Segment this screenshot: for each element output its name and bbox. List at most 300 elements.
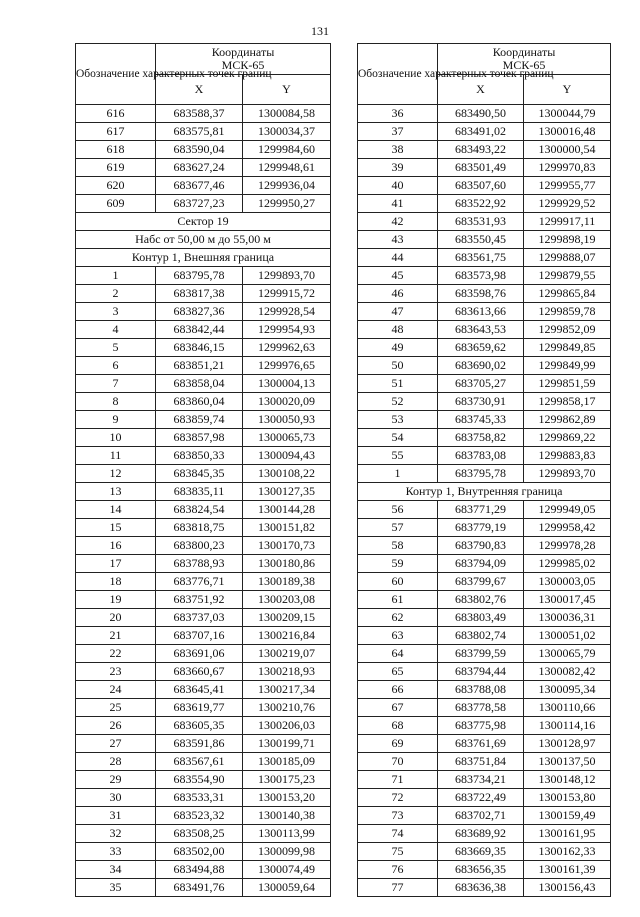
point-number: 65 [358, 663, 438, 681]
table-row [358, 879, 611, 897]
point-number: 30 [76, 789, 156, 807]
y-coordinate: 1300099,98 [243, 843, 331, 861]
x-coordinate: 683501,49 [438, 159, 524, 177]
table-row [358, 411, 611, 429]
x-coordinate: 683817,38 [156, 285, 243, 303]
y-coordinate: 1299976,65 [243, 357, 331, 375]
x-coordinate: 683508,25 [156, 825, 243, 843]
point-number: 53 [358, 411, 438, 429]
y-coordinate: 1299851,59 [524, 375, 611, 393]
y-coordinate: 1300162,33 [524, 843, 611, 861]
y-coordinate: 1300020,09 [243, 393, 331, 411]
x-coordinate: 683734,21 [438, 771, 524, 789]
y-coordinate: 1299962,63 [243, 339, 331, 357]
point-number: 67 [358, 699, 438, 717]
y-coordinate: 1300170,73 [243, 537, 331, 555]
table-row [358, 555, 611, 573]
x-coordinate: 683531,93 [438, 213, 524, 231]
point-number: 44 [358, 249, 438, 267]
table-row [76, 717, 331, 735]
x-coordinate: 683802,74 [438, 627, 524, 645]
x-coordinate: 683751,84 [438, 753, 524, 771]
y-coordinate: 1300218,93 [243, 663, 331, 681]
y-coordinate: 1300082,42 [524, 663, 611, 681]
x-coordinate: 683689,92 [438, 825, 524, 843]
table-row [76, 411, 331, 429]
point-number: 36 [358, 105, 438, 123]
x-coordinate: 683619,77 [156, 699, 243, 717]
y-coordinate: 1300034,37 [243, 123, 331, 141]
table-row [76, 303, 331, 321]
table-row [358, 663, 611, 681]
point-number: 62 [358, 609, 438, 627]
x-coordinate: 683758,82 [438, 429, 524, 447]
point-number: 60 [358, 573, 438, 591]
table-row [76, 825, 331, 843]
point-number: 48 [358, 321, 438, 339]
y-coordinate: 1300161,95 [524, 825, 611, 843]
x-coordinate: 683575,81 [156, 123, 243, 141]
x-coordinate: 683591,86 [156, 735, 243, 753]
y-coordinate: 1300094,43 [243, 447, 331, 465]
x-coordinate: 683818,75 [156, 519, 243, 537]
table-row [76, 555, 331, 573]
table-row [358, 753, 611, 771]
x-header: X [156, 75, 243, 105]
x-coordinate: 683691,06 [156, 645, 243, 663]
y-coordinate: 1300209,15 [243, 609, 331, 627]
point-number: 45 [358, 267, 438, 285]
table-row [358, 339, 611, 357]
point-number: 616 [76, 105, 156, 123]
x-coordinate: 683507,60 [438, 177, 524, 195]
point-number: 38 [358, 141, 438, 159]
table-row [358, 447, 611, 465]
y-coordinate: 1299929,52 [524, 195, 611, 213]
table-row [358, 195, 611, 213]
x-coordinate: 683846,15 [156, 339, 243, 357]
table-row [76, 285, 331, 303]
y-coordinate: 1299865,84 [524, 285, 611, 303]
point-number: 39 [358, 159, 438, 177]
point-number: 1 [358, 465, 438, 483]
point-number: 69 [358, 735, 438, 753]
table-row [76, 627, 331, 645]
point-number: 13 [76, 483, 156, 501]
x-coordinate: 683778,58 [438, 699, 524, 717]
point-number: 58 [358, 537, 438, 555]
point-number: 50 [358, 357, 438, 375]
point-number: 68 [358, 717, 438, 735]
y-coordinate: 1300206,03 [243, 717, 331, 735]
table-row [76, 159, 331, 177]
point-number: 12 [76, 465, 156, 483]
table-row [358, 825, 611, 843]
point-number: 16 [76, 537, 156, 555]
y-coordinate: 1300153,20 [243, 789, 331, 807]
table-row [76, 807, 331, 825]
y-coordinate: 1299949,05 [524, 501, 611, 519]
table-row [358, 141, 611, 159]
point-number: 51 [358, 375, 438, 393]
table-row [358, 771, 611, 789]
y-coordinate: 1299970,83 [524, 159, 611, 177]
x-coordinate: 683788,08 [438, 681, 524, 699]
height-range: Набс от 50,00 м до 55,00 м [76, 231, 331, 249]
x-coordinate: 683788,93 [156, 555, 243, 573]
table-row [76, 375, 331, 393]
table-row [76, 681, 331, 699]
x-coordinate: 683737,03 [156, 609, 243, 627]
y-coordinate: 1300151,82 [243, 519, 331, 537]
table-row [358, 537, 611, 555]
y-coordinate: 1300044,79 [524, 105, 611, 123]
point-number: 19 [76, 591, 156, 609]
table-row [76, 339, 331, 357]
point-number: 1 [76, 267, 156, 285]
table-row [76, 609, 331, 627]
point-number: 28 [76, 753, 156, 771]
x-coordinate: 683590,04 [156, 141, 243, 159]
x-coordinate: 683859,74 [156, 411, 243, 429]
coords-system: МСК-65 [502, 58, 546, 72]
table-row [358, 465, 611, 483]
y-coordinate: 1300110,66 [524, 699, 611, 717]
y-coordinate: 1299879,55 [524, 267, 611, 285]
x-coordinate: 683550,45 [438, 231, 524, 249]
table-row [358, 717, 611, 735]
point-number: 75 [358, 843, 438, 861]
point-number: 40 [358, 177, 438, 195]
point-number: 77 [358, 879, 438, 897]
y-coordinate: 1300059,64 [243, 879, 331, 897]
point-number: 37 [358, 123, 438, 141]
table-row [76, 141, 331, 159]
y-coordinate: 1299936,04 [243, 177, 331, 195]
point-number: 72 [358, 789, 438, 807]
y-coordinate: 1299948,61 [243, 159, 331, 177]
table-row [76, 879, 331, 897]
point-number: 3 [76, 303, 156, 321]
y-coordinate: 1300003,05 [524, 573, 611, 591]
x-coordinate: 683790,83 [438, 537, 524, 555]
y-coordinate: 1300153,80 [524, 789, 611, 807]
y-coordinate: 1299888,07 [524, 249, 611, 267]
table-row [358, 591, 611, 609]
point-number: 14 [76, 501, 156, 519]
table-row [358, 249, 611, 267]
y-coordinate: 1300050,93 [243, 411, 331, 429]
point-number: 55 [358, 447, 438, 465]
point-number: 15 [76, 519, 156, 537]
y-coordinate: 1299954,93 [243, 321, 331, 339]
x-coordinate: 683851,21 [156, 357, 243, 375]
x-coordinate: 683490,50 [438, 105, 524, 123]
table-row [76, 699, 331, 717]
point-number: 620 [76, 177, 156, 195]
x-coordinate: 683660,67 [156, 663, 243, 681]
x-coordinate: 683794,44 [438, 663, 524, 681]
table-row [76, 753, 331, 771]
point-number: 56 [358, 501, 438, 519]
x-coordinate: 683783,08 [438, 447, 524, 465]
y-coordinate: 1299852,09 [524, 321, 611, 339]
point-number: 64 [358, 645, 438, 663]
sector-title: Сектор 19 [76, 213, 331, 231]
x-coordinate: 683491,76 [156, 879, 243, 897]
table-row [358, 375, 611, 393]
x-coordinate: 683598,76 [438, 285, 524, 303]
point-number: 5 [76, 339, 156, 357]
point-number: 27 [76, 735, 156, 753]
y-coordinate: 1300175,23 [243, 771, 331, 789]
table-row [358, 357, 611, 375]
y-coordinate: 1300219,07 [243, 645, 331, 663]
y-coordinate: 1299858,17 [524, 393, 611, 411]
y-coordinate: 1300156,43 [524, 879, 611, 897]
point-number: 52 [358, 393, 438, 411]
point-number: 47 [358, 303, 438, 321]
point-number: 6 [76, 357, 156, 375]
table-row [358, 519, 611, 537]
x-coordinate: 683605,35 [156, 717, 243, 735]
x-coordinate: 683522,92 [438, 195, 524, 213]
x-coordinate: 683771,29 [438, 501, 524, 519]
table-row [76, 645, 331, 663]
y-coordinate: 1299849,85 [524, 339, 611, 357]
table-row [76, 393, 331, 411]
coords-system: МСК-65 [221, 58, 265, 72]
x-coordinate: 683824,54 [156, 501, 243, 519]
y-coordinate: 1300017,45 [524, 591, 611, 609]
x-coordinate: 683751,92 [156, 591, 243, 609]
contour-inner-title: Контур 1, Внутренняя граница [358, 483, 611, 501]
table-row [76, 537, 331, 555]
table-row [76, 861, 331, 879]
point-number: 7 [76, 375, 156, 393]
table-row [358, 843, 611, 861]
point-number: 32 [76, 825, 156, 843]
coordinates-table-right [357, 43, 611, 897]
point-number: 23 [76, 663, 156, 681]
point-number: 59 [358, 555, 438, 573]
y-coordinate: 1300016,48 [524, 123, 611, 141]
y-coordinate: 1299898,19 [524, 231, 611, 249]
y-coordinate: 1300159,49 [524, 807, 611, 825]
table-row [76, 501, 331, 519]
y-coordinate: 1299915,72 [243, 285, 331, 303]
point-number: 20 [76, 609, 156, 627]
table-row [76, 105, 331, 123]
point-number: 618 [76, 141, 156, 159]
y-coordinate: 1300217,34 [243, 681, 331, 699]
x-coordinate: 683835,11 [156, 483, 243, 501]
table-row [358, 429, 611, 447]
x-coordinate: 683493,22 [438, 141, 524, 159]
y-coordinate: 1300108,22 [243, 465, 331, 483]
y-coordinate: 1300203,08 [243, 591, 331, 609]
table-row [358, 861, 611, 879]
table-row [76, 429, 331, 447]
y-coordinate: 1300084,58 [243, 105, 331, 123]
y-coordinate: 1300144,28 [243, 501, 331, 519]
point-number: 74 [358, 825, 438, 843]
x-coordinate: 683795,78 [156, 267, 243, 285]
y-coordinate: 1299955,77 [524, 177, 611, 195]
y-coordinate: 1299859,78 [524, 303, 611, 321]
point-number: 71 [358, 771, 438, 789]
point-number: 17 [76, 555, 156, 573]
y-coordinate: 1299917,11 [524, 213, 611, 231]
table-row [76, 663, 331, 681]
table-row [76, 519, 331, 537]
x-coordinate: 683860,04 [156, 393, 243, 411]
point-number: 9 [76, 411, 156, 429]
point-number: 70 [358, 753, 438, 771]
contour-outer-title: Контур 1, Внешняя граница [76, 249, 331, 267]
table-row [76, 483, 331, 501]
y-coordinate: 1300161,39 [524, 861, 611, 879]
y-coordinate: 1300185,09 [243, 753, 331, 771]
y-header: Y [524, 75, 611, 105]
point-number: 22 [76, 645, 156, 663]
y-coordinate: 1300065,73 [243, 429, 331, 447]
point-number: 4 [76, 321, 156, 339]
point-number: 41 [358, 195, 438, 213]
table-row [76, 573, 331, 591]
x-coordinate: 683842,44 [156, 321, 243, 339]
y-coordinate: 1300113,99 [243, 825, 331, 843]
x-coordinate: 683799,67 [438, 573, 524, 591]
x-coordinate: 683803,49 [438, 609, 524, 627]
x-coordinate: 683588,37 [156, 105, 243, 123]
x-coordinate: 683745,33 [438, 411, 524, 429]
page-number: 131 [311, 24, 329, 38]
table-row [358, 393, 611, 411]
table-row [76, 465, 331, 483]
table-row [76, 591, 331, 609]
y-coordinate: 1300137,50 [524, 753, 611, 771]
y-coordinate: 1300140,38 [243, 807, 331, 825]
y-coordinate: 1299862,89 [524, 411, 611, 429]
point-label-header: Обозначение характерных точек границ [358, 44, 438, 105]
coords-title: Координаты [211, 45, 275, 59]
x-coordinate: 683554,90 [156, 771, 243, 789]
y-coordinate: 1299958,42 [524, 519, 611, 537]
table-row [358, 303, 611, 321]
y-coordinate: 1299928,54 [243, 303, 331, 321]
table-row [76, 195, 331, 213]
table-row [358, 213, 611, 231]
y-coordinate: 1300000,54 [524, 141, 611, 159]
coords-title: Координаты [492, 45, 556, 59]
x-coordinate: 683858,04 [156, 375, 243, 393]
x-coordinate: 683502,00 [156, 843, 243, 861]
point-number: 619 [76, 159, 156, 177]
table-row [358, 645, 611, 663]
y-coordinate: 1299950,27 [243, 195, 331, 213]
point-number: 33 [76, 843, 156, 861]
point-label-header: Обозначение характерных точек границ [76, 44, 156, 105]
point-number: 35 [76, 879, 156, 897]
point-number: 54 [358, 429, 438, 447]
table-row [358, 609, 611, 627]
point-number: 63 [358, 627, 438, 645]
x-coordinate: 683845,35 [156, 465, 243, 483]
x-coordinate: 683494,88 [156, 861, 243, 879]
table-row [358, 159, 611, 177]
x-coordinate: 683779,19 [438, 519, 524, 537]
point-number: 76 [358, 861, 438, 879]
x-coordinate: 683573,98 [438, 267, 524, 285]
point-number: 2 [76, 285, 156, 303]
table-row [76, 357, 331, 375]
x-coordinate: 683775,98 [438, 717, 524, 735]
y-coordinate: 1300127,35 [243, 483, 331, 501]
x-coordinate: 683776,71 [156, 573, 243, 591]
y-coordinate: 1300074,49 [243, 861, 331, 879]
x-coordinate: 683707,16 [156, 627, 243, 645]
x-coordinate: 683491,02 [438, 123, 524, 141]
x-coordinate: 683800,23 [156, 537, 243, 555]
point-number: 8 [76, 393, 156, 411]
point-number: 617 [76, 123, 156, 141]
x-coordinate: 683613,66 [438, 303, 524, 321]
y-coordinate: 1300148,12 [524, 771, 611, 789]
y-coordinate: 1299984,60 [243, 141, 331, 159]
x-coordinate: 683567,61 [156, 753, 243, 771]
x-coordinate: 683857,98 [156, 429, 243, 447]
y-coordinate: 1300051,02 [524, 627, 611, 645]
point-number: 73 [358, 807, 438, 825]
point-number: 11 [76, 447, 156, 465]
x-coordinate: 683727,23 [156, 195, 243, 213]
x-coordinate: 683656,35 [438, 861, 524, 879]
point-number: 31 [76, 807, 156, 825]
point-number: 24 [76, 681, 156, 699]
y-coordinate: 1300095,34 [524, 681, 611, 699]
x-coordinate: 683850,33 [156, 447, 243, 465]
y-coordinate: 1300036,31 [524, 609, 611, 627]
table-row [358, 501, 611, 519]
y-coordinate: 1300114,16 [524, 717, 611, 735]
x-coordinate: 683643,53 [438, 321, 524, 339]
point-number: 609 [76, 195, 156, 213]
point-number: 61 [358, 591, 438, 609]
y-coordinate: 1300210,76 [243, 699, 331, 717]
y-coordinate: 1299869,22 [524, 429, 611, 447]
x-coordinate: 683705,27 [438, 375, 524, 393]
x-coordinate: 683561,75 [438, 249, 524, 267]
point-number: 46 [358, 285, 438, 303]
table-row [358, 627, 611, 645]
table-row [358, 573, 611, 591]
x-coordinate: 683659,62 [438, 339, 524, 357]
x-coordinate: 683533,31 [156, 789, 243, 807]
table-row [76, 267, 331, 285]
x-coordinate: 683730,91 [438, 393, 524, 411]
table-row [76, 789, 331, 807]
coordinates-table-left [75, 43, 331, 897]
x-coordinate: 683794,09 [438, 555, 524, 573]
table-row [358, 105, 611, 123]
table-row [358, 807, 611, 825]
table-row [76, 843, 331, 861]
point-number: 43 [358, 231, 438, 249]
y-coordinate: 1300128,97 [524, 735, 611, 753]
x-coordinate: 683677,46 [156, 177, 243, 195]
table-row [76, 735, 331, 753]
